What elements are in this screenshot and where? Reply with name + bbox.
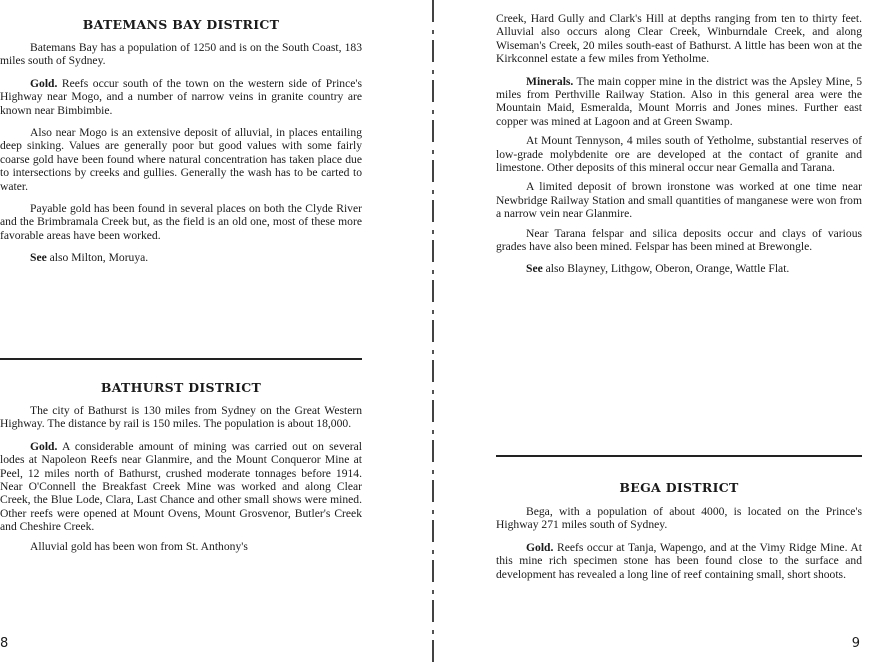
paragraph: Also near Mogo is an extensive deposit of alluvial, in places entailing deep sinking. Values are generally poor but good values with some fairly coarse gold have been found where natural concentration has taken place due to intersections by creeks and gullies. Generally the wash has to be carted to water. bbox=[0, 126, 362, 193]
section-batemans-bay bbox=[0, 17, 362, 265]
paragraph: Payable gold has been found in several places on both the Clyde River and the Brimbramala Creek but, as the field is an old one, most of these more favorable areas have been worked. bbox=[0, 202, 362, 242]
section-divider bbox=[496, 455, 862, 457]
paragraph: Gold. Reefs occur at Tanja, Wapengo, and at the Vimy Ridge Mine. At this mine rich specimen stone has been found close to the surface and development has revealed a long line of reef containing small, short shoots. bbox=[496, 540, 862, 581]
section-title: BATHURST DISTRICT bbox=[100, 380, 262, 395]
paragraph: The city of Bathurst is 130 miles from Sydney on the Great Western Highway. The distance by rail is 150 miles. The population is about 18,000. bbox=[0, 404, 362, 431]
page-number: 8 bbox=[0, 636, 9, 651]
left-page bbox=[0, 0, 362, 665]
section-title: BEGA DISTRICT bbox=[619, 480, 739, 495]
page-number: 9 bbox=[851, 636, 860, 651]
paragraph: Gold. A considerable amount of mining was carried out on several lodes at Napoleon Reefs near Glanmire, and the Mount Conqueror Mine at Peel, 12 miles north of Bathurst, crushed moderate tonnages before 1914. Near O'Connell the Breakfast Creek Mine was worked and along Clear Creek, the Blue Lode, Clara, Last Chance and other small shows were mined. Other reefs were opened at Mount Ovens, Mount Grosvenor, Butler's Creek and Cheshire Creek. bbox=[0, 439, 362, 534]
section-bathurst bbox=[0, 380, 362, 553]
see-also: See also Blayney, Lithgow, Oberon, Orange, Wattle Flat. bbox=[526, 261, 790, 275]
section-divider bbox=[0, 358, 362, 360]
book-spine bbox=[432, 0, 434, 665]
paragraph: Batemans Bay has a population of 1250 and is on the South Coast, 183 miles south of Sydney. bbox=[0, 41, 362, 68]
section-title: BATEMANS BAY DISTRICT bbox=[82, 17, 280, 32]
paragraph: Creek, Hard Gully and Clark's Hill at depths ranging from ten to thirty feet. Alluvial also occurs along Clear Creek, Winburndale Creek, and along Wiseman's Creek, 20 miles south-east of Bathurst. A little has been won at the Kirkconnel estate a few miles from Yetholme. bbox=[496, 12, 862, 66]
see-also: See also Milton, Moruya. bbox=[30, 251, 149, 265]
section-bega bbox=[496, 480, 862, 581]
paragraph: Gold. Reefs occur south of the town on the western side of Prince's Highway near Mogo, and a number of narrow veins in granite country are known near Bimbimbie. bbox=[0, 76, 362, 117]
paragraph: Minerals. The main copper mine in the district was the Apsley Mine, 5 miles from Perthville Railway Station. Also in this general area were the Mountain Maid, Esmeralda, Mount Morris and Jones mines. Further east copper was mined at Lagoon and at Green Swamp. bbox=[496, 74, 862, 128]
bathurst-continuation bbox=[496, 12, 862, 275]
paragraph: Alluvial gold has been won from St. Anthony's bbox=[30, 539, 248, 553]
paragraph: At Mount Tennyson, 4 miles south of Yetholme, substantial reserves of low-grade molybdenite ore are developed at the contact of granite and limestone. Other deposits of this mineral occur near Gemalla and Tarana. bbox=[496, 134, 862, 175]
paragraph: Bega, with a population of about 4000, is located on the Prince's Highway 271 miles south of Sydney. bbox=[496, 505, 862, 532]
right-page bbox=[496, 0, 862, 665]
paragraph: A limited deposit of brown ironstone was worked at one time near Newbridge Railway Station and small quantities of manganese were won from a narrow vein near Glanmire. bbox=[496, 180, 862, 221]
paragraph: Near Tarana felspar and silica deposits occur and clays of various grades have also been mined. Felspar has been mined at Brewongle. bbox=[496, 226, 862, 254]
